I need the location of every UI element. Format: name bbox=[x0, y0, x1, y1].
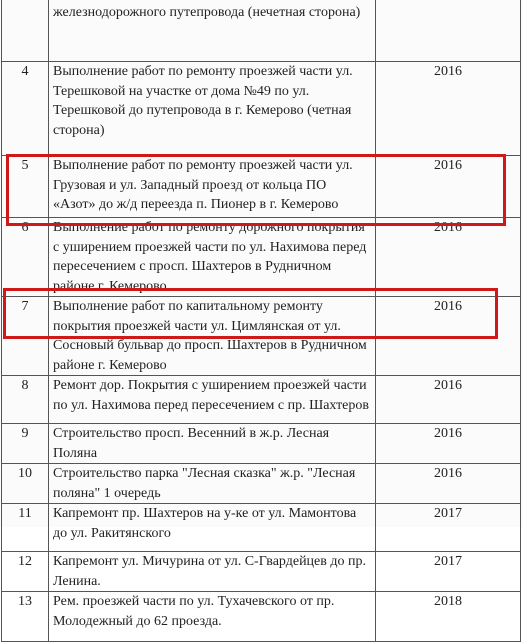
row-description: Выполнение работ по ремонту дорожного покрытия с уширением проезжей части по ул. Нахимова перед пересечением с просп. Шахтеров в Рудничном районе г. Кемерово bbox=[49, 218, 376, 297]
table-row bbox=[2, 424, 521, 464]
row-number: 11 bbox=[2, 504, 49, 552]
row-year bbox=[376, 0, 521, 62]
row-year: 2016 bbox=[376, 297, 521, 376]
row-number: 10 bbox=[2, 464, 49, 504]
table-row bbox=[2, 376, 521, 424]
table-row bbox=[2, 0, 521, 62]
highlight-box-row-8 bbox=[3, 288, 498, 339]
row-number: 7 bbox=[2, 297, 49, 376]
row-description: Строительство просп. Весенний в ж.р. Лесная Поляна bbox=[49, 424, 376, 464]
row-year: 2017 bbox=[376, 504, 521, 552]
row-year: 2016 bbox=[376, 218, 521, 297]
highlight-box-row-6 bbox=[6, 154, 506, 226]
row-description: Капремонт пр. Шахтеров на у-ке от ул. Мамонтова до ул. Ракитянского bbox=[49, 504, 376, 552]
row-number: 8 bbox=[2, 376, 49, 424]
row-number: 13 bbox=[2, 592, 49, 642]
table-row bbox=[2, 504, 521, 552]
row-description: Рем. проезжей части по ул. Тухачевского от пр. Молодежный до 62 проезда. bbox=[49, 592, 376, 642]
row-year: 2018 bbox=[376, 592, 521, 642]
table-row bbox=[2, 552, 521, 592]
table-row bbox=[2, 592, 521, 642]
row-number: 12 bbox=[2, 552, 49, 592]
row-description: Выполнение работ по капитальному ремонту покрытия проезжей части ул. Цимлянская от ул. Сосновый бульвар до просп. Шахтеров в Рудничном районе г. Кемерово bbox=[49, 297, 376, 376]
row-year: 2017 bbox=[376, 552, 521, 592]
row-number: 4 bbox=[2, 62, 49, 156]
row-year: 2016 bbox=[376, 376, 521, 424]
table-row bbox=[2, 218, 521, 297]
row-year: 2016 bbox=[376, 424, 521, 464]
row-description: Строительство парка "Лесная сказка" ж.р. "Лесная поляна" 1 очередь bbox=[49, 464, 376, 504]
row-year: 2016 bbox=[376, 464, 521, 504]
table-row bbox=[2, 464, 521, 504]
row-number: 5 bbox=[2, 156, 49, 218]
row-number bbox=[2, 0, 49, 62]
row-number: 9 bbox=[2, 424, 49, 464]
row-description: железнодорожного путепровода (нечетная сторона) bbox=[49, 0, 376, 62]
row-number: 6 bbox=[2, 218, 49, 297]
row-description: Выполнение работ по ремонту проезжей части ул. Терешковой на участке от дома №49 по ул. Терешковой до путепровода в г. Кемерово (четная сторона) bbox=[49, 62, 376, 156]
row-description: Выполнение работ по ремонту проезжей части ул. Грузовая и ул. Западный проезд от кольца ПО «Азот» до ж/д переезда п. Пионер в г. Кемерово bbox=[49, 156, 376, 218]
row-year: 2016 bbox=[376, 62, 521, 156]
row-year: 2016 bbox=[376, 156, 521, 218]
row-description: Ремонт дор. Покрытия с уширением проезжей части по ул. Нахимова перед пересечением с пр. Шахтеров bbox=[49, 376, 376, 424]
row-description: Капремонт ул. Мичурина от ул. С-Гвардейцев до пр. Ленина. bbox=[49, 552, 376, 592]
table-row bbox=[2, 62, 521, 156]
